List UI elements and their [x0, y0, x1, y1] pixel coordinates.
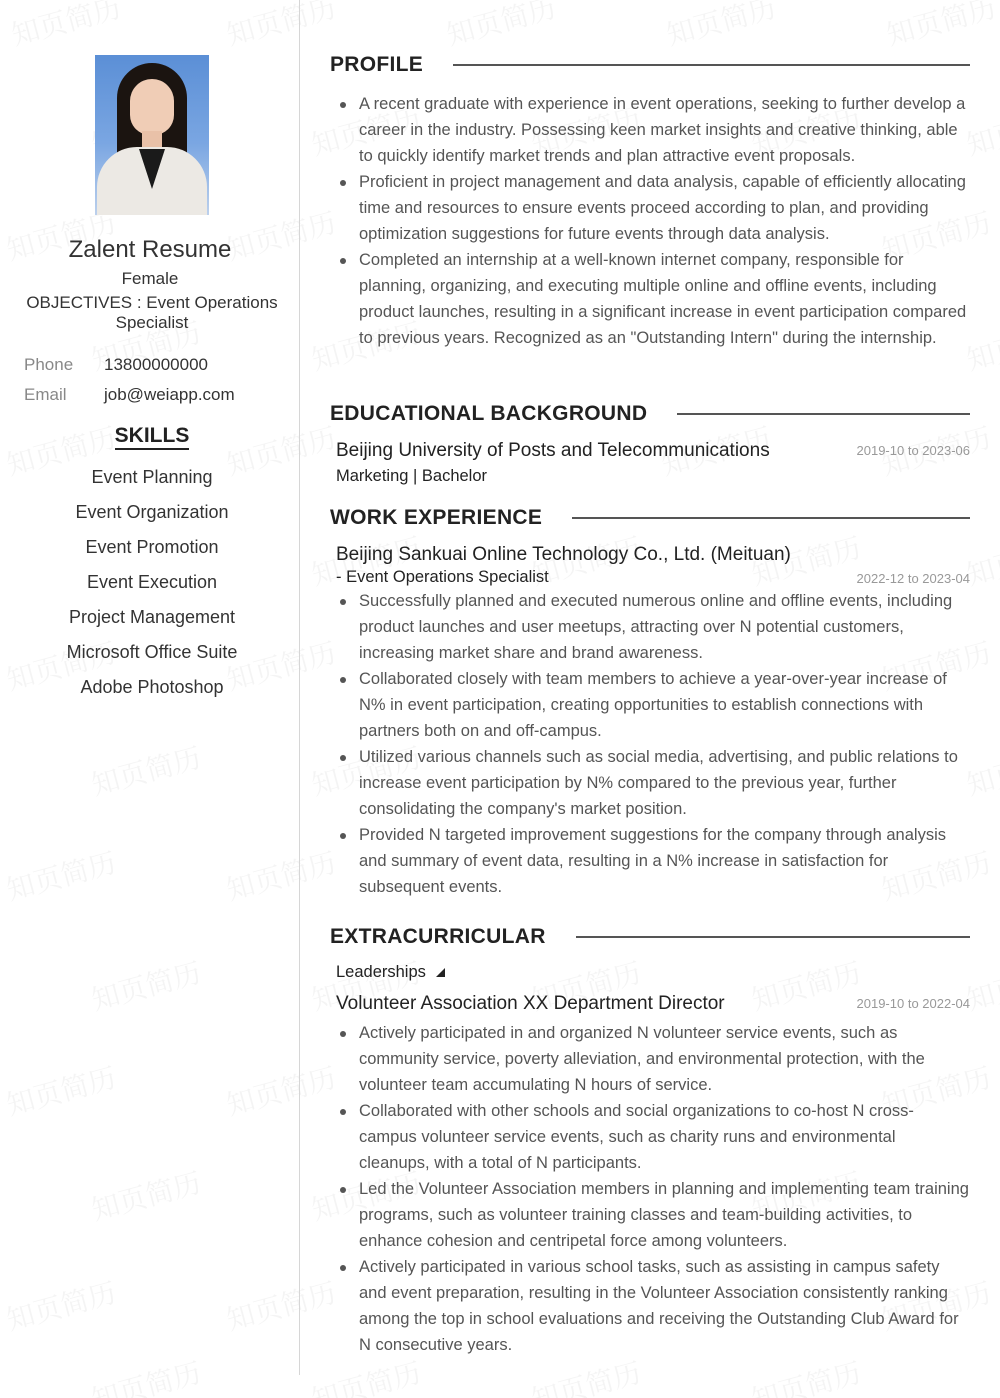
skills-list — [0, 463, 304, 708]
section-rule — [572, 517, 970, 519]
watermark — [747, 951, 866, 1019]
bullet-item: Led the Volunteer Association members in planning and implementing team training programs, such as volunteer training classes and team-building activities, to enhance cohesion and centripetal force among volunteers. — [330, 1176, 970, 1254]
skill-item: Adobe Photoshop — [80, 677, 224, 697]
bullet-item: Collaborated with other schools and social organizations to co-host N cross-campus volunteer service events, such as charity runs and environmental cleanups, with a total of N participants. — [330, 1098, 970, 1176]
section-work-heading — [330, 503, 970, 533]
skill-item: Event Organization — [75, 502, 229, 522]
bullet-item: A recent graduate with experience in event operations, seeking to further develop a career in the industry. Possessing keen market insights and creative thinking, able to quickly identify market trends and plan attractive event proposals. — [330, 91, 970, 169]
extracurricular-date: 2019-10 to 2022-04 — [856, 996, 970, 1011]
section-title: EDUCATIONAL BACKGROUND — [330, 402, 648, 425]
skill-item: Microsoft Office Suite — [66, 642, 238, 662]
watermark — [662, 0, 781, 54]
section-education-heading — [330, 399, 970, 429]
section-profile-heading — [330, 50, 970, 80]
watermark — [747, 1351, 866, 1398]
candidate-name: Zalent Resume — [68, 236, 232, 263]
skill-item: Project Management — [68, 607, 236, 627]
skill-item: Event Planning — [91, 467, 213, 487]
section-title: EXTRACURRICULAR — [330, 925, 546, 948]
contact-phone — [24, 355, 208, 375]
bullet-item: Provided N targeted improvement suggestions for the company through analysis and summary of event data, resulting in a N% increase in satisfaction for subsequent events. — [330, 822, 970, 900]
skills-heading: SKILLS — [0, 424, 304, 448]
profile-photo — [95, 55, 209, 215]
skill-item: Event Promotion — [85, 537, 219, 557]
bullet-item: Proficient in project management and data analysis, capable of efficiently allocating time and resources to ensure events proceed according to plan, and providing optimization suggestions for future events through data analysis. — [330, 169, 970, 247]
contact-label: Phone — [24, 355, 74, 374]
school-name: Beijing University of Posts and Telecommunications — [336, 440, 770, 461]
section-rule — [453, 64, 970, 66]
section-extracurricular-heading — [330, 922, 970, 952]
watermark — [307, 1351, 426, 1398]
bullet-item: Utilized various channels such as social media, advertising, and public relations to increase event participation by N% compared to the previous year, further consolidating the company's market position. — [330, 744, 970, 822]
work-bullets — [330, 588, 970, 900]
work-date: 2022-12 to 2023-04 — [856, 571, 970, 586]
candidate-objective: OBJECTIVES : Event Operations Specialist — [26, 293, 278, 332]
profile-bullets — [330, 91, 970, 351]
watermark — [527, 1351, 646, 1398]
candidate-gender: Female — [121, 269, 179, 288]
watermark — [882, 0, 1000, 54]
bullet-item: Actively participated in various school tasks, such as assisting in campus safety and event preparation, resulting in the Volunteer Association consistently ranking among the top in school evaluations and receiving the Outstanding Club Award for N consecutive years. — [330, 1254, 970, 1358]
contact-label: Email — [24, 385, 67, 404]
extracurricular-bullets — [330, 1020, 970, 1358]
section-rule — [576, 936, 970, 938]
degree: Marketing | Bachelor — [336, 467, 488, 485]
contact-email — [24, 385, 235, 405]
section-rule — [677, 413, 970, 415]
triangle-down-icon — [436, 968, 445, 977]
category-label: Leaderships — [336, 963, 426, 981]
skill-item: Event Execution — [86, 572, 218, 592]
bullet-item: Completed an internship at a well-known internet company, responsible for planning, organizing, and executing multiple online and offline events, including product launches, resulting in a significant increase in event participation compared to previous years. Recognized as an "Outstanding Intern" during the internship. — [330, 247, 970, 351]
job-role: - Event Operations Specialist — [336, 568, 549, 586]
sidebar — [0, 0, 300, 1375]
contact-value: 13800000000 — [104, 355, 209, 374]
position-title: Volunteer Association XX Department Director — [336, 993, 725, 1014]
bullet-item: Collaborated closely with team members to achieve a year-over-year increase of N% in event participation, creating opportunities to establish connections with partners both on and off-campus. — [330, 666, 970, 744]
category-toggle[interactable] — [336, 963, 445, 982]
bullet-item: Actively participated in and organized N volunteer service events, such as community service, poverty alleviation, and environmental protection, with the volunteer team accumulating N hours of service. — [330, 1020, 970, 1098]
section-title: PROFILE — [330, 53, 424, 76]
bullet-item: Successfully planned and executed numerous online and offline events, including product launches and user meetups, attracting over N potential customers, increasing market share and brand awareness. — [330, 588, 970, 666]
education-date: 2019-10 to 2023-06 — [856, 443, 970, 458]
company-name: Beijing Sankuai Online Technology Co., Ltd. (Meituan) — [336, 544, 791, 565]
watermark — [442, 0, 561, 54]
section-title: WORK EXPERIENCE — [330, 506, 543, 529]
contact-value: job@weiapp.com — [104, 385, 235, 404]
